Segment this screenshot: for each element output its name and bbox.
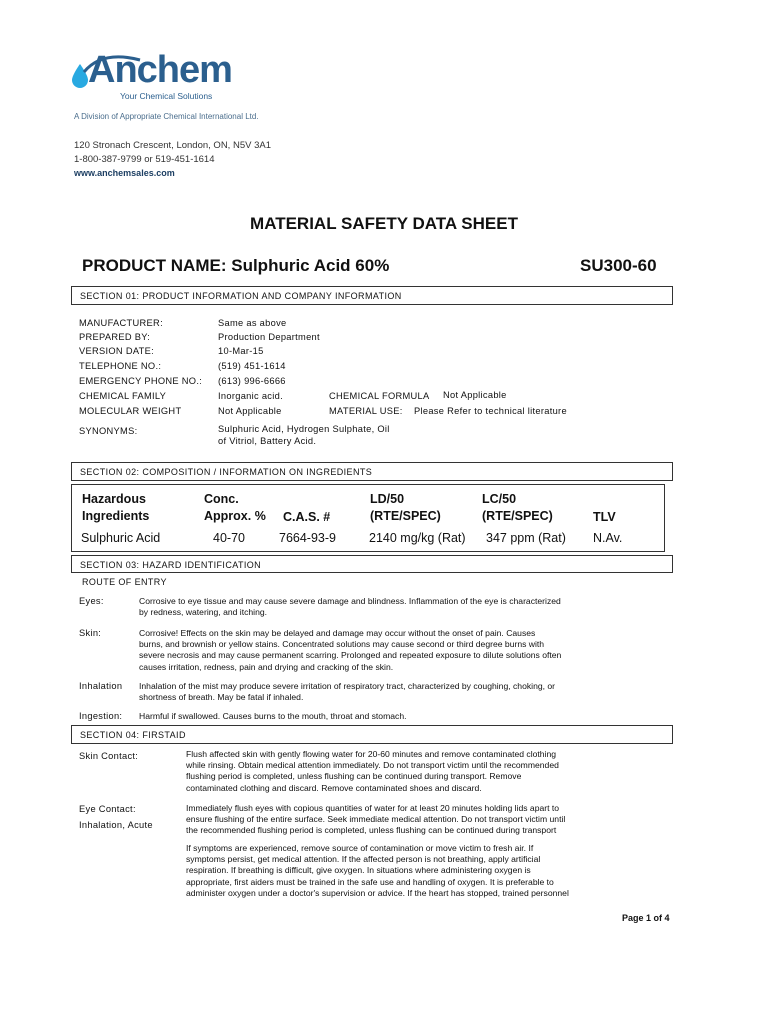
field-label: MANUFACTURER:: [79, 318, 163, 328]
header-approx: Approx. %: [204, 509, 266, 523]
cell-cas: 7664-93-9: [279, 531, 336, 545]
cell-ld50: 2140 mg/kg (Rat): [369, 531, 466, 545]
eye-contact-text: Immediately flush eyes with copious quantities of water for at least 20 minutes holding lids apart to ensure flushing of the entire surface. Seek immediate medical attention. Do not transport victim until the recommended flushing period is completed, unless flushing can be continued during transport: [186, 803, 566, 836]
cell-tlv: N.Av.: [593, 531, 623, 545]
synonyms-value-line: Sulphuric Acid, Hydrogen Sulphate, Oil: [218, 424, 390, 434]
eye-contact-label: Eye Contact:: [79, 804, 136, 814]
field-label: TELEPHONE NO.:: [79, 361, 162, 371]
product-name-row: [82, 256, 389, 276]
header-lc50-sub: (RTE/SPEC): [482, 509, 553, 523]
header-conc: Conc.: [204, 492, 239, 506]
field-label: MOLECULAR WEIGHT: [79, 406, 182, 416]
field-value: Inorganic acid.: [218, 391, 283, 401]
synonyms-label: SYNONYMS:: [79, 426, 138, 436]
section-04-header: SECTION 04: FIRSTAID: [71, 725, 673, 744]
field-value: 10-Mar-15: [218, 346, 264, 356]
synonyms-value-line: of Vitriol, Battery Acid.: [218, 436, 317, 446]
material-use-value: Please Refer to technical literature: [414, 406, 567, 416]
product-code: SU300-60: [580, 256, 657, 275]
field-label: VERSION DATE:: [79, 346, 155, 356]
logo-text: Anchem: [88, 49, 232, 91]
cell-lc50: 347 ppm (Rat): [486, 531, 566, 545]
ingestion-label: Ingestion:: [79, 711, 123, 721]
cell-conc: 40-70: [213, 531, 245, 545]
product-name-label: PRODUCT NAME:: [82, 256, 227, 275]
field-value: (519) 451-1614: [218, 361, 286, 371]
field-label: CHEMICAL FAMILY: [79, 391, 167, 401]
skin-contact-text: Flush affected skin with gently flowing water for 20-60 minutes and remove contaminated clothing while rinsing. Obtain medical attention immediately. Do not transport victim until the recommended flushing period is completed, unless flushing can be continued during transport. Remove contaminated clothing and discard. Remove contaminated shoes and discard.: [186, 749, 559, 793]
product-name-value: Sulphuric Acid 60%: [231, 256, 390, 275]
ingestion-text: Harmful if swallowed. Causes burns to the mouth, throat and stomach.: [139, 711, 407, 721]
chemical-formula-label: CHEMICAL FORMULA: [329, 391, 430, 401]
header-ld50-sub: (RTE/SPEC): [370, 509, 441, 523]
section-02-header: SECTION 02: COMPOSITION / INFORMATION ON INGREDIENTS: [71, 462, 673, 481]
header-ingredients: Ingredients: [82, 509, 150, 523]
cell-ingredient: Sulphuric Acid: [81, 531, 161, 545]
field-value: Production Department: [218, 332, 320, 342]
company-website-link[interactable]: www.anchemsales.com: [74, 168, 175, 178]
company-phones: 1-800-387-9799 or 519-451-1614: [74, 154, 215, 165]
skin-text: Corrosive! Effects on the skin may be delayed and damage may occur without the onset of pain. Causes burns, and brownish or yellow stains. Concentrated solutions may cause second or third degree burns with severe necrosis and may cause permanent scarring. Prolonged and repeated exposure to dilute solutions often causes irritation, redness, pain and drying and cracking of the skin.: [139, 628, 562, 672]
inhalation-text: Inhalation of the mist may produce severe irritation of respiratory tract, characterized by coughing, choking, or shortness of breath. May be fatal if inhaled.: [139, 681, 556, 703]
field-label: PREPARED BY:: [79, 332, 151, 342]
skin-contact-label: Skin Contact:: [79, 751, 139, 761]
eyes-label: Eyes:: [79, 596, 104, 606]
division-text: A Division of Appropriate Chemical International Ltd.: [74, 112, 259, 121]
field-value: (613) 996-6666: [218, 376, 286, 386]
company-address: 120 Stronach Crescent, London, ON, N5V 3A1: [74, 140, 271, 151]
field-value: Not Applicable: [218, 406, 282, 416]
ingredients-table: [71, 484, 665, 552]
document-title: MATERIAL SAFETY DATA SHEET: [250, 214, 518, 233]
eyes-text: Corrosive to eye tissue and may cause severe damage and blindness. Inflammation of the eye is characterized by redness, watering, and itching.: [139, 596, 561, 618]
skin-label: Skin:: [79, 628, 102, 638]
page-number: Page 1 of 4: [622, 913, 670, 923]
tagline: Your Chemical Solutions: [120, 91, 213, 101]
inhalation-label: Inhalation: [79, 681, 123, 691]
header-tlv: TLV: [593, 510, 616, 524]
inhalation-acute-text: If symptoms are experienced, remove source of contamination or move victim to fresh air. If symptoms persist, get medical attention. If the affected person is not breathing, apply artificial respiration. If breathing is difficult, give oxygen. In situations where administering oxygen is appropriate, first aiders must be trained in the safe use and handling of oxygen. It is preferable to administer oxygen under a doctor's supervision or advice. If the heart has stopped, trained personnel: [186, 843, 569, 898]
field-value: Same as above: [218, 318, 287, 328]
section-03-header: SECTION 03: HAZARD IDENTIFICATION: [71, 555, 673, 573]
field-label: EMERGENCY PHONE NO.:: [79, 376, 203, 386]
header-hazardous: Hazardous: [82, 492, 146, 506]
route-of-entry-heading: ROUTE OF ENTRY: [82, 577, 167, 587]
header-ld50: LD/50: [370, 492, 405, 506]
section-01-header: SECTION 01: PRODUCT INFORMATION AND COMPANY INFORMATION: [71, 286, 673, 305]
header-lc50: LC/50: [482, 492, 517, 506]
header-cas: C.A.S. #: [283, 510, 331, 524]
chemical-formula-value: Not Applicable: [443, 390, 507, 400]
inhalation-acute-label: Inhalation, Acute: [79, 820, 153, 830]
material-use-label: MATERIAL USE:: [329, 406, 403, 416]
